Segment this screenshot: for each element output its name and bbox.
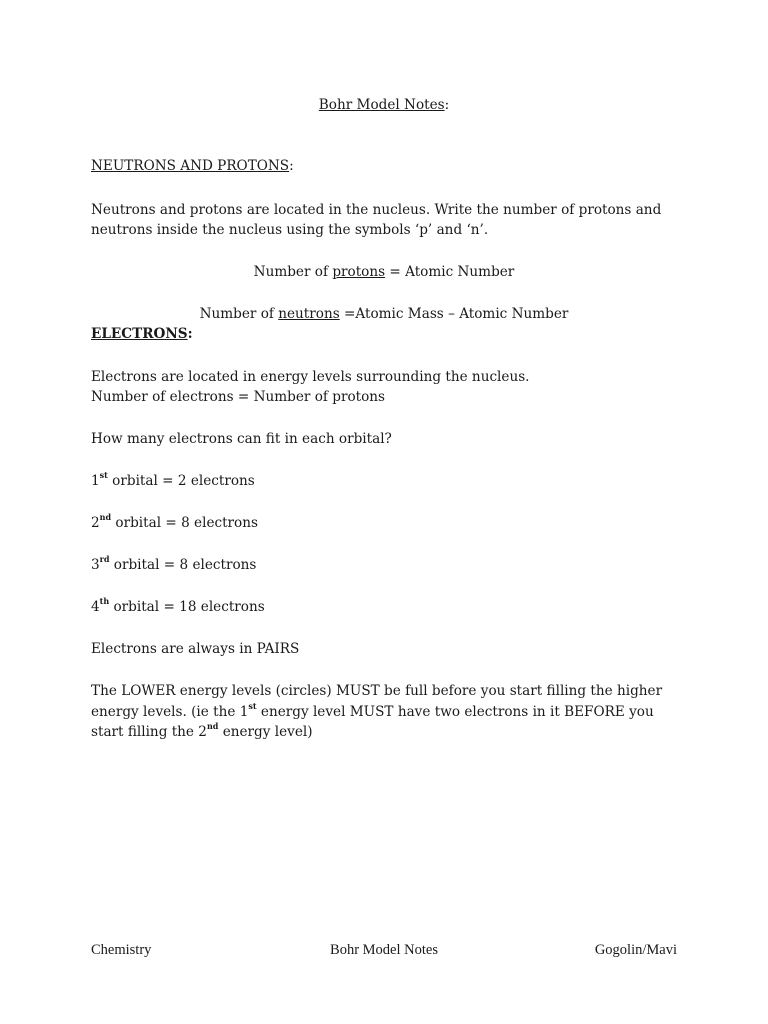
pairs-line: Electrons are always in PAIRS <box>91 641 300 657</box>
paragraph-line: The LOWER energy levels (circles) MUST be full before you start filling the higher <box>91 683 663 699</box>
question-line: How many electrons can fit in each orbital? <box>91 431 392 447</box>
paragraph-line: neutrons inside the nucleus using the symbols ‘p’ and ‘n’. <box>91 222 489 238</box>
paragraph-line: Electrons are located in energy levels surrounding the nucleus. <box>91 369 530 385</box>
orbital-line: 1st orbital = 2 electrons <box>91 470 255 489</box>
footer-subject: Chemistry <box>91 942 152 958</box>
footer-authors: Gogolin/Mavi <box>594 942 677 958</box>
section-heading-neutrons-protons: NEUTRONS AND PROTONS: <box>91 158 294 174</box>
paragraph-line: Neutrons and protons are located in the nucleus. Write the number of protons and <box>91 202 662 218</box>
page-title: Bohr Model Notes: <box>318 97 450 113</box>
orbital-line: 4th orbital = 18 electrons <box>91 596 265 615</box>
orbital-line: 2nd orbital = 8 electrons <box>91 512 258 531</box>
formula-protons: Number of protons = Atomic Number <box>253 264 515 280</box>
footer-title: Bohr Model Notes <box>330 942 438 958</box>
page-footer <box>91 940 677 961</box>
paragraph-line: energy levels. (ie the 1st energy level MUST have two electrons in it BEFORE you <box>91 701 654 720</box>
formula-neutrons: Number of neutrons =Atomic Mass – Atomic Number <box>199 306 569 322</box>
paragraph-line: start filling the 2nd energy level) <box>91 721 313 740</box>
paragraph-line: Number of electrons = Number of protons <box>91 389 386 405</box>
orbital-line: 3rd orbital = 8 electrons <box>91 554 257 573</box>
section-heading-electrons: ELECTRONS: <box>91 326 193 342</box>
